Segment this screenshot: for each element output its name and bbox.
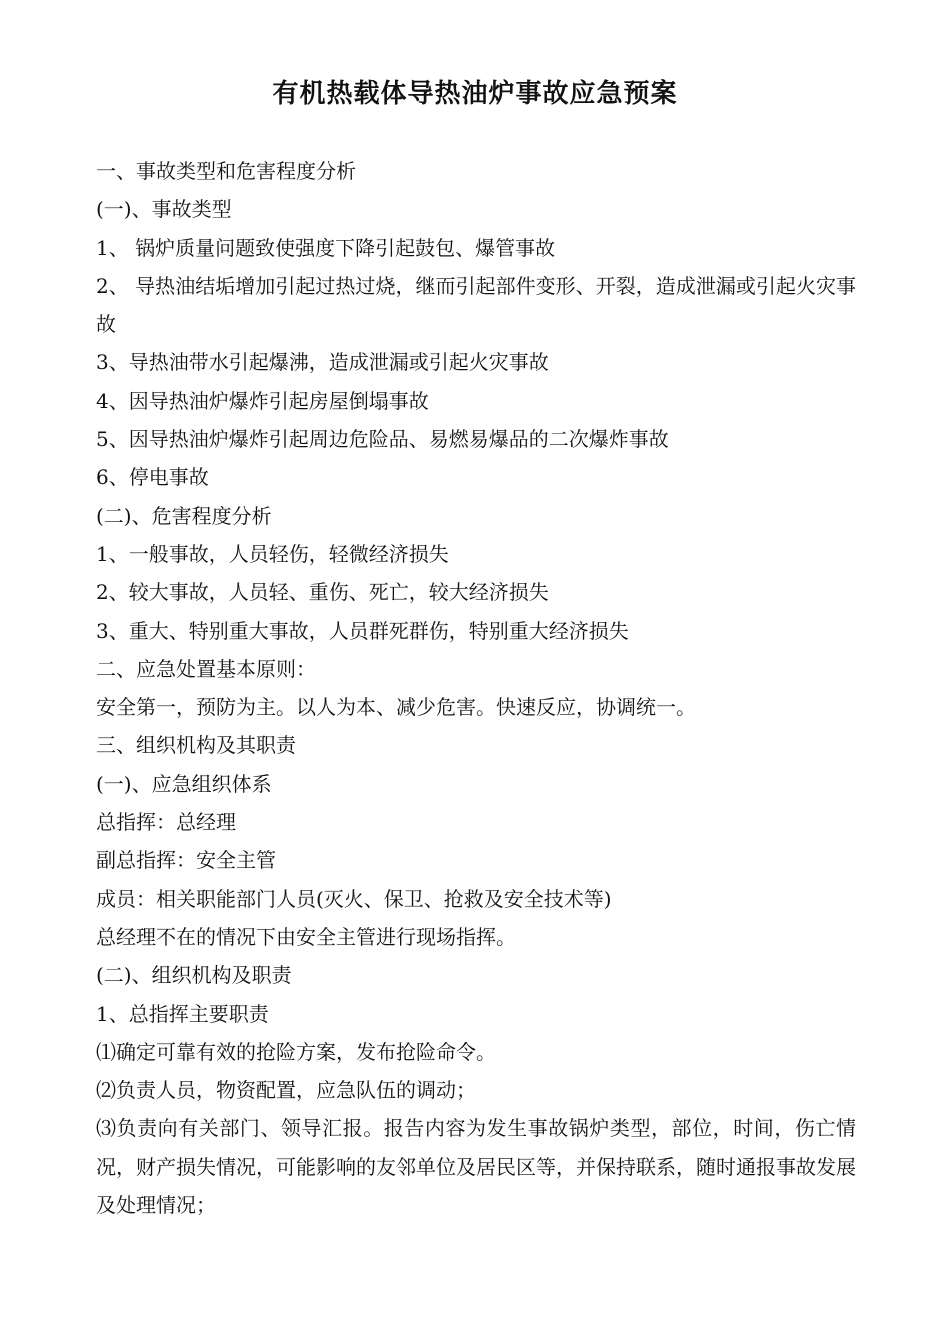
list-item: 3、导热油带水引起爆沸，造成泄漏或引起火灾事故 [96, 350, 549, 375]
list-item: 4、因导热油炉爆炸引起房屋倒塌事故 [96, 388, 429, 413]
duty-item: ⑶负责向有关部门、领导汇报。报告内容为发生事故锅炉类型，部位，时间，伤亡情况，财产损失情况，可能影响的友邻单位及居民区等，并保持联系，随时通报事故发展及处理情况； [96, 1116, 856, 1218]
list-item: 3、重大、特别重大事故，人员群死群伤，特别重大经济损失 [96, 618, 629, 643]
duty-item: ⑵负责人员，物资配置，应急队伍的调动； [96, 1078, 476, 1103]
subsection-heading: (一)、应急组织体系 [96, 771, 272, 796]
principle-text: 安全第一，预防为主。以人为本、减少危害。快速反应，协调统一。 [96, 695, 696, 720]
subsection-heading: (一)、事故类型 [96, 197, 232, 222]
list-item: 2、较大事故，人员轻、重伤、死亡，较大经济损失 [96, 580, 549, 605]
list-item: 1、一般事故，人员轻伤，轻微经济损失 [96, 541, 449, 566]
section-heading-3: 三、组织机构及其职责 [96, 733, 296, 758]
org-line: 总经理不在的情况下由安全主管进行现场指挥。 [96, 924, 516, 949]
org-line: 总指挥：总经理 [96, 810, 236, 835]
list-item: 5、因导热油炉爆炸引起周边危险品、易燃易爆品的二次爆炸事故 [96, 427, 669, 452]
document-title: 有机热载体导热油炉事故应急预案 [272, 79, 678, 109]
org-line: 副总指挥：安全主管 [96, 848, 276, 873]
section-heading-1: 一、事故类型和危害程度分析 [96, 159, 356, 183]
list-item: 1、 锅炉质量问题致使强度下降引起鼓包、爆管事故 [96, 235, 556, 260]
subsection-heading: (二)、危害程度分析 [96, 503, 272, 528]
subsection-heading: (二)、组织机构及职责 [96, 963, 292, 988]
list-item: 1、总指挥主要职责 [96, 1001, 269, 1026]
duty-item: ⑴确定可靠有效的抢险方案，发布抢险命令。 [96, 1039, 496, 1064]
org-line: 成员：相关职能部门人员(灭火、保卫、抢救及安全技术等) [96, 886, 612, 911]
list-item: 2、 导热油结垢增加引起过热过烧，继而引起部件变形、开裂，造成泄漏或引起火灾事故 [96, 273, 856, 337]
section-heading-2: 二、应急处置基本原则： [96, 656, 316, 681]
list-item: 6、停电事故 [96, 465, 209, 490]
document-body [96, 152, 856, 1224]
